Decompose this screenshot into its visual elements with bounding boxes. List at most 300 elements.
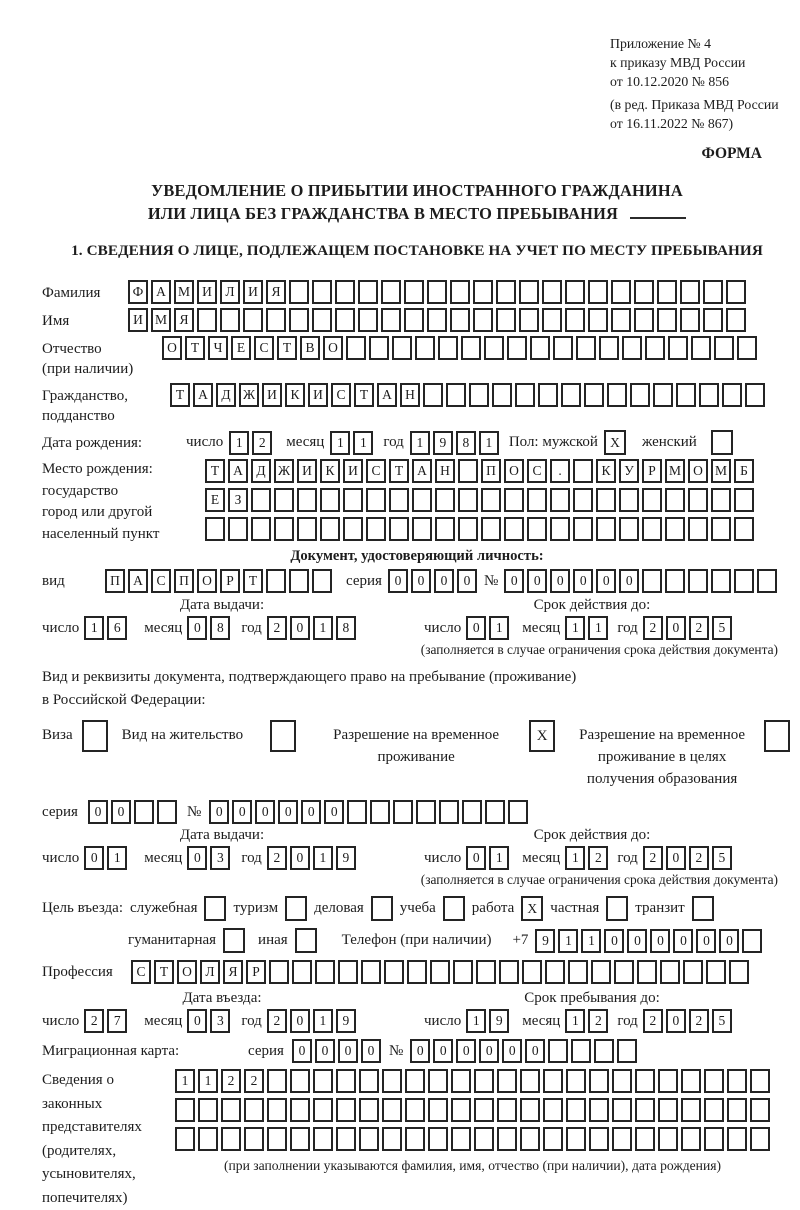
char-box[interactable]: [606, 896, 628, 921]
char-box[interactable]: [681, 1127, 701, 1151]
char-box[interactable]: [519, 308, 539, 332]
char-box[interactable]: [315, 960, 335, 984]
char-box[interactable]: [312, 280, 332, 304]
char-box[interactable]: [335, 308, 355, 332]
char-box[interactable]: [423, 383, 443, 407]
char-box[interactable]: [346, 336, 366, 360]
char-box[interactable]: А: [412, 459, 432, 483]
char-box[interactable]: [657, 308, 677, 332]
char-box[interactable]: Я: [223, 960, 243, 984]
char-box[interactable]: [642, 569, 662, 593]
char-box[interactable]: [681, 1098, 701, 1122]
char-box[interactable]: [382, 1127, 402, 1151]
char-box[interactable]: 0: [550, 569, 570, 593]
char-box[interactable]: [665, 517, 685, 541]
char-box[interactable]: [704, 1127, 724, 1151]
char-box[interactable]: [381, 308, 401, 332]
char-box[interactable]: О: [504, 459, 524, 483]
char-box[interactable]: [520, 1069, 540, 1093]
char-box[interactable]: 8: [336, 616, 356, 640]
char-box[interactable]: [711, 569, 731, 593]
char-box[interactable]: [634, 308, 654, 332]
char-box[interactable]: 0: [650, 929, 670, 953]
char-box[interactable]: [481, 488, 501, 512]
char-box[interactable]: [553, 336, 573, 360]
char-box[interactable]: И: [197, 280, 217, 304]
char-box[interactable]: [244, 1098, 264, 1122]
char-box[interactable]: [492, 383, 512, 407]
char-box[interactable]: [515, 383, 535, 407]
char-box[interactable]: А: [151, 280, 171, 304]
char-box[interactable]: [453, 960, 473, 984]
char-box[interactable]: [267, 1127, 287, 1151]
char-box[interactable]: [542, 308, 562, 332]
char-box[interactable]: [745, 383, 765, 407]
char-box[interactable]: [428, 1069, 448, 1093]
char-box[interactable]: [358, 308, 378, 332]
char-box[interactable]: [519, 280, 539, 304]
char-box[interactable]: [438, 336, 458, 360]
char-box[interactable]: Т: [170, 383, 190, 407]
char-box[interactable]: [473, 280, 493, 304]
char-box[interactable]: [439, 800, 459, 824]
char-box[interactable]: [474, 1127, 494, 1151]
char-box[interactable]: [538, 383, 558, 407]
char-box[interactable]: 0: [187, 1009, 207, 1033]
char-box[interactable]: [611, 308, 631, 332]
char-box[interactable]: [550, 488, 570, 512]
char-box[interactable]: [312, 569, 332, 593]
char-box[interactable]: [612, 1127, 632, 1151]
char-box[interactable]: 0: [338, 1039, 358, 1063]
char-box[interactable]: [757, 569, 777, 593]
char-box[interactable]: Т: [154, 960, 174, 984]
char-box[interactable]: [497, 1098, 517, 1122]
char-box[interactable]: [704, 1098, 724, 1122]
char-box[interactable]: [527, 517, 547, 541]
char-box[interactable]: [527, 488, 547, 512]
char-box[interactable]: [634, 280, 654, 304]
char-box[interactable]: [392, 336, 412, 360]
char-box[interactable]: 1: [565, 616, 585, 640]
char-box[interactable]: [727, 1069, 747, 1093]
char-box[interactable]: [520, 1098, 540, 1122]
char-box[interactable]: Р: [220, 569, 240, 593]
char-box[interactable]: [382, 1069, 402, 1093]
char-box[interactable]: С: [331, 383, 351, 407]
char-box[interactable]: 0: [84, 846, 104, 870]
char-box[interactable]: Ч: [208, 336, 228, 360]
char-box[interactable]: [764, 720, 790, 752]
char-box[interactable]: [542, 280, 562, 304]
char-box[interactable]: [688, 569, 708, 593]
char-box[interactable]: [197, 308, 217, 332]
char-box[interactable]: 1: [479, 431, 499, 455]
char-box[interactable]: [688, 517, 708, 541]
char-box[interactable]: [565, 308, 585, 332]
char-box[interactable]: [543, 1069, 563, 1093]
char-box[interactable]: 0: [666, 1009, 686, 1033]
char-box[interactable]: [198, 1098, 218, 1122]
char-box[interactable]: 1: [410, 431, 430, 455]
char-box[interactable]: 0: [504, 569, 524, 593]
char-box[interactable]: 2: [689, 846, 709, 870]
char-box[interactable]: 0: [604, 929, 624, 953]
char-box[interactable]: [658, 1127, 678, 1151]
char-box[interactable]: [289, 308, 309, 332]
char-box[interactable]: А: [377, 383, 397, 407]
char-box[interactable]: 0: [290, 1009, 310, 1033]
char-box[interactable]: [727, 1127, 747, 1151]
char-box[interactable]: [384, 960, 404, 984]
char-box[interactable]: [382, 1098, 402, 1122]
char-box[interactable]: [568, 960, 588, 984]
char-box[interactable]: [389, 488, 409, 512]
char-box[interactable]: [290, 1098, 310, 1122]
char-box[interactable]: Р: [642, 459, 662, 483]
char-box[interactable]: [450, 280, 470, 304]
char-box[interactable]: [243, 308, 263, 332]
char-box[interactable]: [596, 488, 616, 512]
char-box[interactable]: 1: [198, 1069, 218, 1093]
char-box[interactable]: 7: [107, 1009, 127, 1033]
char-box[interactable]: [295, 928, 317, 953]
char-box[interactable]: М: [174, 280, 194, 304]
char-box[interactable]: Р: [246, 960, 266, 984]
char-box[interactable]: [657, 280, 677, 304]
char-box[interactable]: И: [308, 383, 328, 407]
char-box[interactable]: [711, 488, 731, 512]
char-box[interactable]: [290, 1069, 310, 1093]
char-box[interactable]: [588, 280, 608, 304]
char-box[interactable]: [297, 488, 317, 512]
char-box[interactable]: [691, 336, 711, 360]
char-box[interactable]: 2: [252, 431, 272, 455]
char-box[interactable]: 3: [210, 1009, 230, 1033]
char-box[interactable]: 9: [336, 1009, 356, 1033]
char-box[interactable]: 0: [666, 616, 686, 640]
char-box[interactable]: [269, 960, 289, 984]
char-box[interactable]: [543, 1098, 563, 1122]
char-box[interactable]: [274, 517, 294, 541]
char-box[interactable]: [428, 1127, 448, 1151]
char-box[interactable]: 0: [479, 1039, 499, 1063]
char-box[interactable]: [550, 517, 570, 541]
char-box[interactable]: [688, 488, 708, 512]
char-box[interactable]: [427, 308, 447, 332]
char-box[interactable]: [469, 383, 489, 407]
char-box[interactable]: О: [688, 459, 708, 483]
char-box[interactable]: X: [521, 896, 543, 921]
char-box[interactable]: [504, 517, 524, 541]
char-box[interactable]: [223, 928, 245, 953]
char-box[interactable]: Я: [174, 308, 194, 332]
char-box[interactable]: 0: [527, 569, 547, 593]
char-box[interactable]: [589, 1098, 609, 1122]
char-box[interactable]: О: [197, 569, 217, 593]
char-box[interactable]: 0: [388, 569, 408, 593]
char-box[interactable]: Т: [354, 383, 374, 407]
char-box[interactable]: 9: [489, 1009, 509, 1033]
char-box[interactable]: [711, 517, 731, 541]
char-box[interactable]: [680, 308, 700, 332]
char-box[interactable]: .: [550, 459, 570, 483]
char-box[interactable]: [573, 459, 593, 483]
char-box[interactable]: [274, 488, 294, 512]
char-box[interactable]: [361, 960, 381, 984]
char-box[interactable]: К: [596, 459, 616, 483]
char-box[interactable]: [358, 280, 378, 304]
char-box[interactable]: [665, 569, 685, 593]
char-box[interactable]: [594, 1039, 614, 1063]
char-box[interactable]: [681, 1069, 701, 1093]
char-box[interactable]: Н: [400, 383, 420, 407]
char-box[interactable]: [727, 1098, 747, 1122]
char-box[interactable]: [680, 280, 700, 304]
char-box[interactable]: 2: [244, 1069, 264, 1093]
char-box[interactable]: С: [131, 960, 151, 984]
char-box[interactable]: [462, 800, 482, 824]
char-box[interactable]: [313, 1127, 333, 1151]
char-box[interactable]: [292, 960, 312, 984]
char-box[interactable]: [573, 517, 593, 541]
char-box[interactable]: [270, 720, 296, 752]
char-box[interactable]: 0: [324, 800, 344, 824]
char-box[interactable]: 1: [565, 1009, 585, 1033]
char-box[interactable]: [289, 569, 309, 593]
char-box[interactable]: [335, 280, 355, 304]
char-box[interactable]: 0: [457, 569, 477, 593]
char-box[interactable]: И: [262, 383, 282, 407]
char-box[interactable]: Т: [243, 569, 263, 593]
char-box[interactable]: [750, 1069, 770, 1093]
char-box[interactable]: [82, 720, 108, 752]
char-box[interactable]: Л: [220, 280, 240, 304]
char-box[interactable]: [481, 517, 501, 541]
char-box[interactable]: [458, 459, 478, 483]
char-box[interactable]: 0: [209, 800, 229, 824]
char-box[interactable]: [497, 1069, 517, 1093]
char-box[interactable]: [630, 383, 650, 407]
char-box[interactable]: [476, 960, 496, 984]
char-box[interactable]: 0: [411, 569, 431, 593]
char-box[interactable]: 5: [712, 846, 732, 870]
char-box[interactable]: К: [285, 383, 305, 407]
char-box[interactable]: [596, 517, 616, 541]
char-box[interactable]: [530, 336, 550, 360]
char-box[interactable]: 2: [643, 846, 663, 870]
char-box[interactable]: [683, 960, 703, 984]
char-box[interactable]: [571, 1039, 591, 1063]
char-box[interactable]: [504, 488, 524, 512]
char-box[interactable]: [692, 896, 714, 921]
char-box[interactable]: [267, 1098, 287, 1122]
char-box[interactable]: [565, 280, 585, 304]
char-box[interactable]: 1: [581, 929, 601, 953]
char-box[interactable]: А: [128, 569, 148, 593]
char-box[interactable]: [427, 280, 447, 304]
char-box[interactable]: [566, 1127, 586, 1151]
char-box[interactable]: [734, 517, 754, 541]
char-box[interactable]: 2: [588, 846, 608, 870]
char-box[interactable]: [393, 800, 413, 824]
char-box[interactable]: [204, 896, 226, 921]
char-box[interactable]: 2: [267, 1009, 287, 1033]
char-box[interactable]: [220, 308, 240, 332]
char-box[interactable]: [205, 517, 225, 541]
char-box[interactable]: [617, 1039, 637, 1063]
char-box[interactable]: 0: [596, 569, 616, 593]
char-box[interactable]: О: [177, 960, 197, 984]
char-box[interactable]: [658, 1069, 678, 1093]
char-box[interactable]: [665, 488, 685, 512]
char-box[interactable]: [729, 960, 749, 984]
char-box[interactable]: [446, 383, 466, 407]
char-box[interactable]: 9: [535, 929, 555, 953]
char-box[interactable]: [343, 488, 363, 512]
char-box[interactable]: 0: [434, 569, 454, 593]
char-box[interactable]: [451, 1069, 471, 1093]
char-box[interactable]: [134, 800, 154, 824]
char-box[interactable]: [175, 1127, 195, 1151]
char-box[interactable]: В: [300, 336, 320, 360]
char-box[interactable]: А: [228, 459, 248, 483]
char-box[interactable]: [405, 1127, 425, 1151]
char-box[interactable]: 1: [565, 846, 585, 870]
char-box[interactable]: [313, 1069, 333, 1093]
char-box[interactable]: 0: [290, 846, 310, 870]
char-box[interactable]: 0: [292, 1039, 312, 1063]
char-box[interactable]: [750, 1127, 770, 1151]
char-box[interactable]: 1: [466, 1009, 486, 1033]
char-box[interactable]: [451, 1127, 471, 1151]
char-box[interactable]: [520, 1127, 540, 1151]
char-box[interactable]: [458, 488, 478, 512]
char-box[interactable]: 2: [221, 1069, 241, 1093]
char-box[interactable]: [561, 383, 581, 407]
char-box[interactable]: 0: [666, 846, 686, 870]
char-box[interactable]: [750, 1098, 770, 1122]
char-box[interactable]: Д: [251, 459, 271, 483]
char-box[interactable]: 1: [107, 846, 127, 870]
char-box[interactable]: [703, 280, 723, 304]
char-box[interactable]: П: [481, 459, 501, 483]
char-box[interactable]: [612, 1098, 632, 1122]
char-box[interactable]: [619, 517, 639, 541]
char-box[interactable]: [611, 280, 631, 304]
char-box[interactable]: 8: [210, 616, 230, 640]
char-box[interactable]: 0: [502, 1039, 522, 1063]
char-box[interactable]: [244, 1127, 264, 1151]
char-box[interactable]: С: [366, 459, 386, 483]
char-box[interactable]: У: [619, 459, 639, 483]
char-box[interactable]: [251, 488, 271, 512]
char-box[interactable]: [566, 1069, 586, 1093]
char-box[interactable]: [543, 1127, 563, 1151]
char-box[interactable]: [473, 308, 493, 332]
char-box[interactable]: [347, 800, 367, 824]
char-box[interactable]: 2: [689, 1009, 709, 1033]
char-box[interactable]: Б: [734, 459, 754, 483]
char-box[interactable]: О: [323, 336, 343, 360]
char-box[interactable]: С: [254, 336, 274, 360]
char-box[interactable]: [566, 1098, 586, 1122]
char-box[interactable]: [435, 517, 455, 541]
char-box[interactable]: Т: [389, 459, 409, 483]
char-box[interactable]: [198, 1127, 218, 1151]
char-box[interactable]: [726, 308, 746, 332]
char-box[interactable]: М: [151, 308, 171, 332]
char-box[interactable]: [359, 1098, 379, 1122]
char-box[interactable]: [251, 517, 271, 541]
char-box[interactable]: Л: [200, 960, 220, 984]
char-box[interactable]: [450, 308, 470, 332]
char-box[interactable]: 1: [330, 431, 350, 455]
char-box[interactable]: [405, 1098, 425, 1122]
char-box[interactable]: [607, 383, 627, 407]
char-box[interactable]: [404, 280, 424, 304]
char-box[interactable]: [714, 336, 734, 360]
char-box[interactable]: 9: [433, 431, 453, 455]
char-box[interactable]: [312, 308, 332, 332]
char-box[interactable]: Я: [266, 280, 286, 304]
char-box[interactable]: 0: [301, 800, 321, 824]
char-box[interactable]: [336, 1098, 356, 1122]
char-box[interactable]: [428, 1098, 448, 1122]
char-box[interactable]: [381, 280, 401, 304]
char-box[interactable]: 2: [643, 1009, 663, 1033]
char-box[interactable]: [637, 960, 657, 984]
char-box[interactable]: И: [343, 459, 363, 483]
char-box[interactable]: [474, 1098, 494, 1122]
char-box[interactable]: [704, 1069, 724, 1093]
char-box[interactable]: [497, 1127, 517, 1151]
char-box[interactable]: П: [174, 569, 194, 593]
char-box[interactable]: [458, 517, 478, 541]
char-box[interactable]: [297, 517, 317, 541]
char-box[interactable]: [496, 280, 516, 304]
char-box[interactable]: [228, 517, 248, 541]
char-box[interactable]: 0: [525, 1039, 545, 1063]
char-box[interactable]: 0: [466, 616, 486, 640]
char-box[interactable]: [726, 280, 746, 304]
char-box[interactable]: О: [162, 336, 182, 360]
char-box[interactable]: [742, 929, 762, 953]
char-box[interactable]: [508, 800, 528, 824]
char-box[interactable]: 0: [619, 569, 639, 593]
char-box[interactable]: [722, 383, 742, 407]
char-box[interactable]: З: [228, 488, 248, 512]
char-box[interactable]: [734, 488, 754, 512]
char-box[interactable]: [635, 1069, 655, 1093]
char-box[interactable]: [430, 960, 450, 984]
char-box[interactable]: 1: [313, 616, 333, 640]
char-box[interactable]: 2: [267, 616, 287, 640]
char-box[interactable]: [576, 336, 596, 360]
char-box[interactable]: [619, 488, 639, 512]
char-box[interactable]: [451, 1098, 471, 1122]
char-box[interactable]: [266, 569, 286, 593]
char-box[interactable]: [642, 517, 662, 541]
char-box[interactable]: [366, 517, 386, 541]
char-box[interactable]: [285, 896, 307, 921]
char-box[interactable]: [370, 800, 390, 824]
char-box[interactable]: [676, 383, 696, 407]
char-box[interactable]: 2: [689, 616, 709, 640]
char-box[interactable]: 0: [255, 800, 275, 824]
char-box[interactable]: 0: [456, 1039, 476, 1063]
char-box[interactable]: 2: [267, 846, 287, 870]
